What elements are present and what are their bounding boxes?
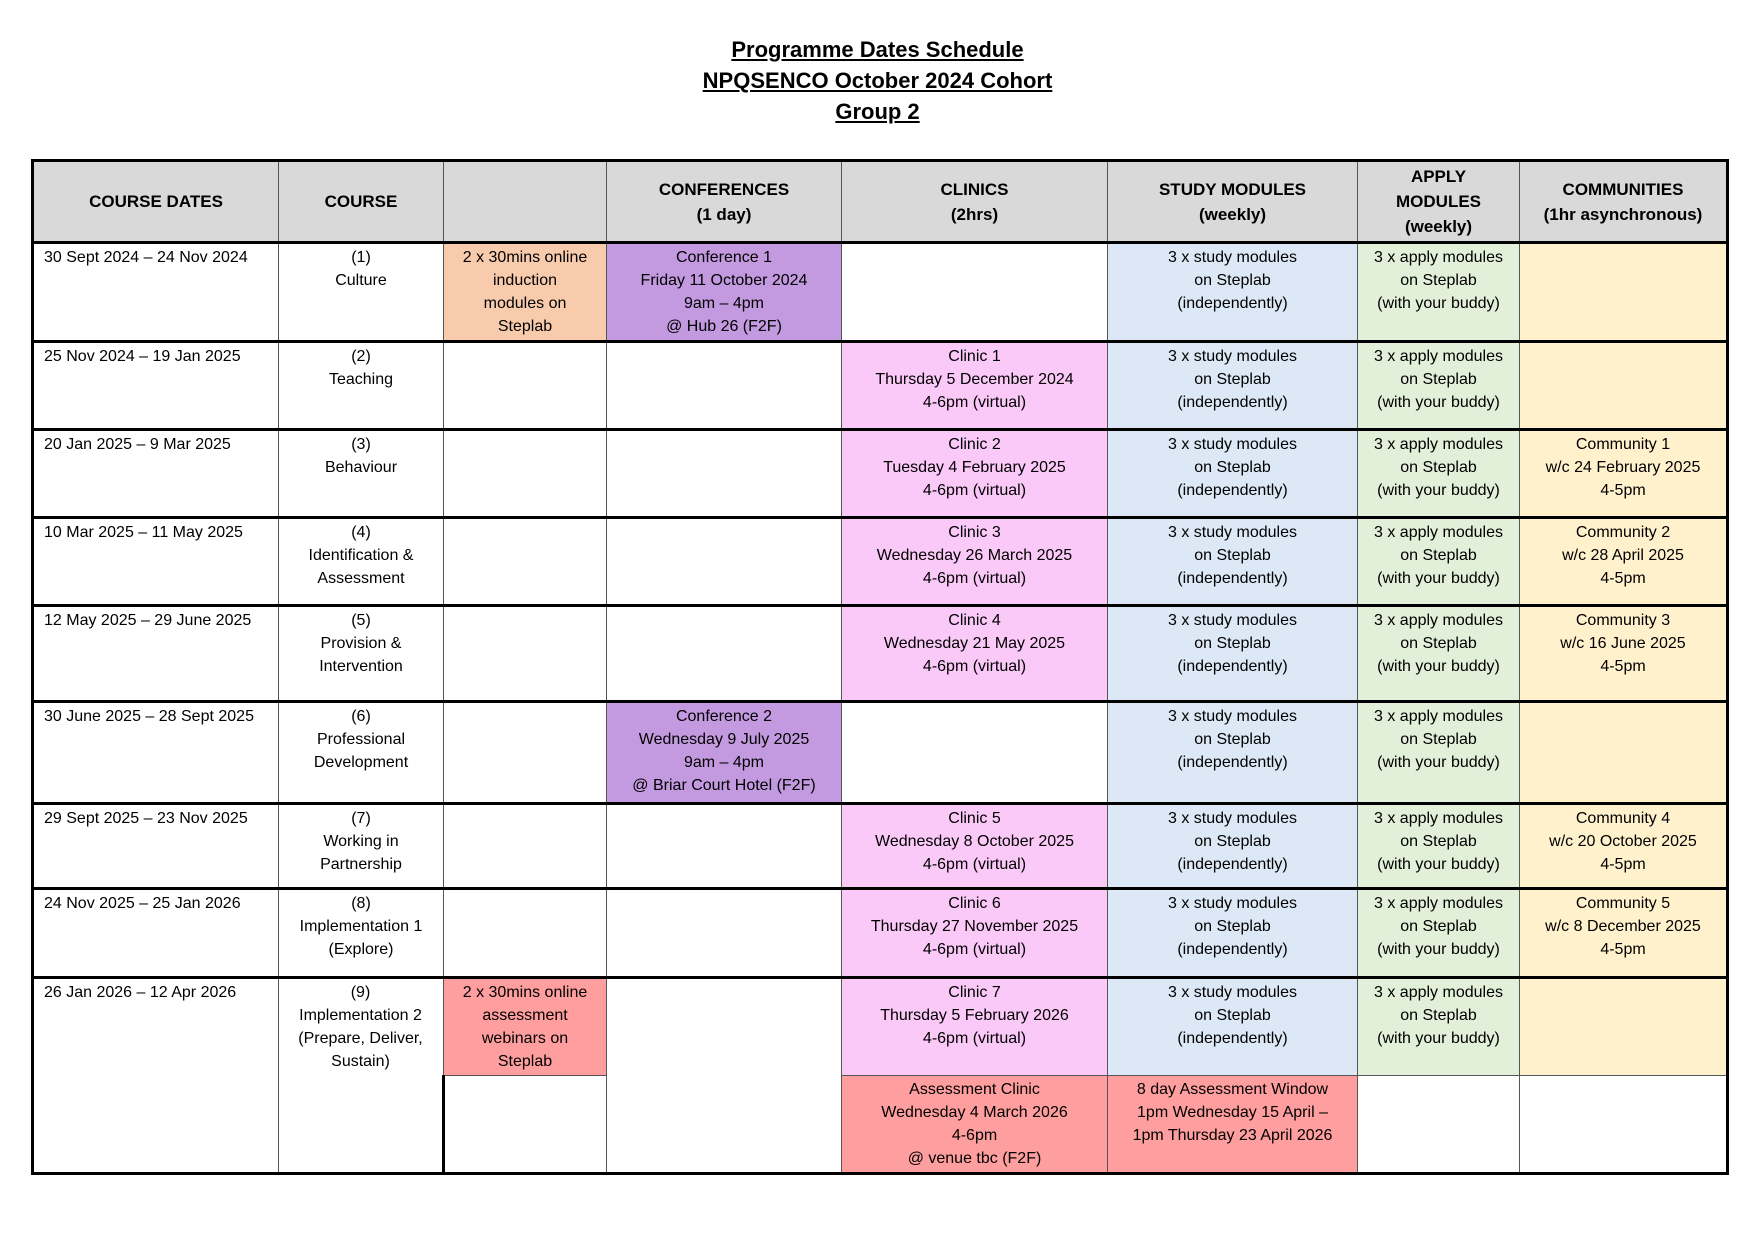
study-modules-cell xyxy=(1108,430,1358,518)
community-cell xyxy=(1520,518,1728,606)
course-cell-line: Development xyxy=(313,754,409,771)
assessment-webinars-cell-line: webinars on xyxy=(481,1030,569,1047)
course-cell xyxy=(279,518,444,606)
clinic-cell xyxy=(842,889,1108,978)
study-modules-cell xyxy=(1108,518,1358,606)
induction-cell-line: 2 x 30mins online xyxy=(462,249,588,266)
study-modules-cell-line: on Steplab xyxy=(1194,635,1271,652)
clinic-cell xyxy=(842,606,1108,702)
clinic-cell-line: Wednesday 8 October 2025 xyxy=(875,833,1074,850)
clinic-cell xyxy=(842,978,1108,1076)
course-cell xyxy=(279,606,444,702)
community-cell-line: 4-5pm xyxy=(1600,570,1646,587)
clinic-cell-line: Clinic 4 xyxy=(948,612,1001,629)
course-cell-line: Identification & xyxy=(308,547,414,564)
community-cell xyxy=(1520,978,1728,1076)
induction-cell xyxy=(444,430,607,518)
clinic-cell-line: Clinic 5 xyxy=(948,810,1001,827)
apply-modules-cell-line: on Steplab xyxy=(1400,547,1477,564)
apply-modules-cell-line: on Steplab xyxy=(1400,731,1477,748)
study-modules-cell-line: 3 x study modules xyxy=(1168,348,1297,365)
community-cell-line: Community 4 xyxy=(1575,810,1671,827)
assessment-window-cell xyxy=(1108,1076,1358,1174)
course-cell-line: Provision & xyxy=(320,635,402,652)
study-modules-cell-line: (independently) xyxy=(1177,658,1288,675)
course-cell-line: (8) xyxy=(351,895,371,912)
course-cell-line: (4) xyxy=(351,524,371,541)
header-communities: COMMUNITIES (1hr asynchronous) xyxy=(1520,161,1728,243)
conference-cell xyxy=(607,804,842,889)
induction-cell xyxy=(444,804,607,889)
community-cell-line: 4-5pm xyxy=(1600,482,1646,499)
conference-cell-line: Wednesday 9 July 2025 xyxy=(638,731,810,748)
apply-modules-cell-line: 3 x apply modules xyxy=(1374,895,1503,912)
table-row xyxy=(33,889,1728,978)
clinic-cell-line: Thursday 5 February 2026 xyxy=(880,1007,1069,1024)
study-modules-cell-line: 3 x study modules xyxy=(1168,436,1297,453)
table-row xyxy=(33,342,1728,430)
clinic-cell xyxy=(842,518,1108,606)
table-row xyxy=(33,978,1728,1076)
community-cell-line: w/c 28 April 2025 xyxy=(1562,547,1684,564)
course-cell xyxy=(279,804,444,889)
apply-modules-cell-line: (with your buddy) xyxy=(1377,754,1500,771)
study-modules-cell xyxy=(1108,342,1358,430)
induction-cell xyxy=(444,702,607,804)
course-dates-cell: 30 June 2025 – 28 Sept 2025 xyxy=(33,702,279,804)
study-modules-cell-line: (independently) xyxy=(1177,570,1288,587)
assessment-clinic-cell-line: Wednesday 4 March 2026 xyxy=(881,1104,1068,1121)
course-cell-line: Teaching xyxy=(328,371,394,388)
course-cell-line: Professional xyxy=(316,731,406,748)
induction-cell-line: Steplab xyxy=(497,318,553,335)
course-cell-line: Sustain) xyxy=(331,1053,390,1070)
apply-modules-cell xyxy=(1358,606,1520,702)
empty-cell xyxy=(1520,1076,1728,1174)
empty-cell xyxy=(1358,1076,1520,1174)
header-course: COURSE xyxy=(279,161,444,243)
course-cell xyxy=(279,342,444,430)
header-conferences: CONFERENCES (1 day) xyxy=(607,161,842,243)
apply-modules-cell xyxy=(1358,978,1520,1076)
title-line-2: NPQSENCO October 2024 Cohort xyxy=(702,68,1053,93)
apply-modules-cell xyxy=(1358,702,1520,804)
study-modules-cell-line: (independently) xyxy=(1177,482,1288,499)
course-dates-cell: 20 Jan 2025 – 9 Mar 2025 xyxy=(33,430,279,518)
clinic-cell-line: Thursday 5 December 2024 xyxy=(875,371,1074,388)
table-row xyxy=(33,804,1728,889)
course-cell-line: Behaviour xyxy=(324,459,398,476)
assessment-clinic-cell-line: 4-6pm xyxy=(951,1127,998,1144)
apply-modules-cell-line: (with your buddy) xyxy=(1377,295,1500,312)
community-cell-line: Community 3 xyxy=(1575,612,1671,629)
study-modules-cell-line: on Steplab xyxy=(1194,833,1271,850)
community-cell-line: w/c 16 June 2025 xyxy=(1560,635,1686,652)
course-cell-line: Implementation 2 xyxy=(299,1007,422,1024)
header-row xyxy=(33,161,1728,243)
induction-cell xyxy=(444,889,607,978)
schedule-body xyxy=(33,243,1728,1174)
assessment-window-cell-line: 1pm Thursday 23 April 2026 xyxy=(1132,1127,1333,1144)
apply-modules-cell-line: 3 x apply modules xyxy=(1374,612,1503,629)
clinic-cell xyxy=(842,804,1108,889)
apply-modules-cell xyxy=(1358,518,1520,606)
apply-modules-cell-line: 3 x apply modules xyxy=(1374,348,1503,365)
study-modules-cell-line: (independently) xyxy=(1177,754,1288,771)
conference-cell-line: 9am – 4pm xyxy=(683,295,765,312)
community-cell-line: 4-5pm xyxy=(1600,658,1646,675)
study-modules-cell-line: on Steplab xyxy=(1194,371,1271,388)
apply-modules-cell-line: on Steplab xyxy=(1400,371,1477,388)
course-cell xyxy=(279,889,444,978)
apply-modules-cell-line: (with your buddy) xyxy=(1377,394,1500,411)
header-blank xyxy=(444,161,607,243)
apply-modules-cell-line: on Steplab xyxy=(1400,459,1477,476)
empty-cell xyxy=(444,1076,607,1174)
conference-cell xyxy=(607,889,842,978)
study-modules-cell xyxy=(1108,978,1358,1076)
clinic-cell-line: Clinic 6 xyxy=(948,895,1001,912)
course-cell-line: (3) xyxy=(351,436,371,453)
course-cell xyxy=(279,978,444,1174)
study-modules-cell xyxy=(1108,889,1358,978)
study-modules-cell xyxy=(1108,606,1358,702)
clinic-cell-line: 4-6pm (virtual) xyxy=(922,658,1027,675)
clinic-cell-line: Wednesday 26 March 2025 xyxy=(876,547,1073,564)
clinic-cell-line: Clinic 7 xyxy=(948,984,1001,1001)
conference-cell-line: Conference 2 xyxy=(675,708,773,725)
community-cell xyxy=(1520,804,1728,889)
conference-cell xyxy=(607,606,842,702)
course-cell xyxy=(279,243,444,342)
apply-modules-cell-line: 3 x apply modules xyxy=(1374,984,1503,1001)
table-row xyxy=(33,518,1728,606)
apply-modules-cell-line: on Steplab xyxy=(1400,918,1477,935)
schedule-table xyxy=(31,159,1729,1175)
study-modules-cell xyxy=(1108,243,1358,342)
conference-cell xyxy=(607,518,842,606)
apply-modules-cell-line: on Steplab xyxy=(1400,635,1477,652)
table-row xyxy=(33,243,1728,342)
course-cell-line: Implementation 1 xyxy=(299,918,423,935)
study-modules-cell xyxy=(1108,702,1358,804)
study-modules-cell-line: (independently) xyxy=(1177,394,1288,411)
apply-modules-cell-line: on Steplab xyxy=(1400,833,1477,850)
apply-modules-cell xyxy=(1358,430,1520,518)
apply-modules-cell-line: (with your buddy) xyxy=(1377,482,1500,499)
community-cell xyxy=(1520,243,1728,342)
induction-cell xyxy=(444,243,607,342)
community-cell-line: Community 1 xyxy=(1575,436,1671,453)
clinic-cell-line: 4-6pm (virtual) xyxy=(922,856,1027,873)
apply-modules-cell xyxy=(1358,243,1520,342)
study-modules-cell xyxy=(1108,804,1358,889)
course-cell-line: Assessment xyxy=(317,570,405,587)
header-course-dates: COURSE DATES xyxy=(33,161,279,243)
apply-modules-cell xyxy=(1358,889,1520,978)
course-dates-cell: 30 Sept 2024 – 24 Nov 2024 xyxy=(33,243,279,342)
study-modules-cell-line: 3 x study modules xyxy=(1168,810,1297,827)
conference-cell xyxy=(607,243,842,342)
clinic-cell-line: Clinic 3 xyxy=(948,524,1001,541)
course-cell xyxy=(279,702,444,804)
apply-modules-cell-line: 3 x apply modules xyxy=(1374,524,1503,541)
clinic-cell-line: 4-6pm (virtual) xyxy=(922,941,1027,958)
course-dates-cell: 26 Jan 2026 – 12 Apr 2026 xyxy=(33,978,279,1174)
community-cell xyxy=(1520,342,1728,430)
induction-cell-line: modules on xyxy=(483,295,567,312)
study-modules-cell-line: 3 x study modules xyxy=(1168,708,1297,725)
study-modules-cell-line: (independently) xyxy=(1177,295,1288,312)
title-line-3: Group 2 xyxy=(835,99,920,124)
course-cell-line: (7) xyxy=(351,810,371,827)
conference-cell-line: Friday 11 October 2024 xyxy=(640,272,808,289)
study-modules-cell-line: 3 x study modules xyxy=(1168,612,1297,629)
course-dates-cell: 12 May 2025 – 29 June 2025 xyxy=(33,606,279,702)
table-row xyxy=(33,702,1728,804)
course-cell-line: (2) xyxy=(351,348,371,365)
study-modules-cell-line: 3 x study modules xyxy=(1168,249,1297,266)
study-modules-cell-line: 3 x study modules xyxy=(1168,984,1297,1001)
community-cell xyxy=(1520,430,1728,518)
clinic-cell-line: Tuesday 4 February 2025 xyxy=(883,459,1066,476)
course-cell-line: (1) xyxy=(351,249,371,266)
clinic-cell-line: 4-6pm (virtual) xyxy=(922,482,1027,499)
header-clinics: CLINICS (2hrs) xyxy=(842,161,1108,243)
course-cell-line: (Prepare, Deliver, xyxy=(298,1030,423,1047)
induction-cell xyxy=(444,518,607,606)
table-row xyxy=(33,430,1728,518)
assessment-window-cell-line: 1pm Wednesday 15 April – xyxy=(1137,1104,1328,1121)
clinic-cell xyxy=(842,430,1108,518)
course-cell-line: (Explore) xyxy=(328,941,394,958)
course-dates-cell: 10 Mar 2025 – 11 May 2025 xyxy=(33,518,279,606)
study-modules-cell-line: on Steplab xyxy=(1194,1007,1271,1024)
assessment-clinic-cell-line: Assessment Clinic xyxy=(909,1081,1040,1098)
assessment-webinars-cell-line: 2 x 30mins online xyxy=(462,984,588,1001)
conference-cell-line: @ Briar Court Hotel (F2F) xyxy=(632,777,816,794)
apply-modules-cell-line: (with your buddy) xyxy=(1377,941,1500,958)
study-modules-cell-line: 3 x study modules xyxy=(1168,895,1297,912)
study-modules-cell-line: (independently) xyxy=(1177,941,1288,958)
course-dates-cell: 29 Sept 2025 – 23 Nov 2025 xyxy=(33,804,279,889)
apply-modules-cell-line: (with your buddy) xyxy=(1377,658,1500,675)
study-modules-cell-line: 3 x study modules xyxy=(1168,524,1297,541)
study-modules-cell-line: on Steplab xyxy=(1194,731,1271,748)
conference-cell xyxy=(607,702,842,804)
apply-modules-cell-line: 3 x apply modules xyxy=(1374,810,1503,827)
conference-cell xyxy=(607,430,842,518)
conference-cell-line: 9am – 4pm xyxy=(683,754,765,771)
course-cell-line: (9) xyxy=(350,984,371,1001)
conference-cell xyxy=(607,342,842,430)
course-cell-line: Culture xyxy=(335,272,387,289)
apply-modules-cell-line: (with your buddy) xyxy=(1377,1030,1500,1047)
community-cell xyxy=(1520,889,1728,978)
clinic-cell-line: 4-6pm (virtual) xyxy=(922,570,1027,587)
community-cell-line: w/c 24 February 2025 xyxy=(1545,459,1701,476)
conference-cell-line: @ Hub 26 (F2F) xyxy=(666,318,782,335)
apply-modules-cell-line: 3 x apply modules xyxy=(1374,708,1503,725)
course-cell xyxy=(279,430,444,518)
header-apply-modules: APPLY MODULES (weekly) xyxy=(1358,161,1520,243)
table-row xyxy=(33,606,1728,702)
assessment-webinars-cell-line: assessment xyxy=(482,1007,568,1024)
community-cell xyxy=(1520,702,1728,804)
study-modules-cell-line: on Steplab xyxy=(1194,918,1271,935)
clinic-cell-line: Wednesday 21 May 2025 xyxy=(883,635,1066,652)
clinic-cell-line: Clinic 2 xyxy=(948,436,1001,453)
course-cell-line: Intervention xyxy=(319,658,403,675)
induction-cell xyxy=(444,342,607,430)
clinic-cell-line: 4-6pm (virtual) xyxy=(922,394,1027,411)
course-cell-line: (5) xyxy=(351,612,371,629)
assessment-clinic-cell xyxy=(842,1076,1108,1174)
clinic-cell-line: Clinic 1 xyxy=(948,348,1001,365)
conference-cell-line: Conference 1 xyxy=(675,249,773,266)
apply-modules-cell-line: 3 x apply modules xyxy=(1374,249,1503,266)
course-dates-cell: 25 Nov 2024 – 19 Jan 2025 xyxy=(33,342,279,430)
induction-cell xyxy=(444,606,607,702)
community-cell-line: 4-5pm xyxy=(1600,856,1646,873)
document-title xyxy=(0,34,1755,127)
course-dates-cell: 24 Nov 2025 – 25 Jan 2026 xyxy=(33,889,279,978)
apply-modules-cell-line: on Steplab xyxy=(1400,272,1477,289)
community-cell-line: Community 2 xyxy=(1575,524,1671,541)
study-modules-cell-line: (independently) xyxy=(1177,856,1288,873)
community-cell-line: w/c 8 December 2025 xyxy=(1545,918,1701,935)
clinic-cell xyxy=(842,342,1108,430)
clinic-cell-line: Thursday 27 November 2025 xyxy=(870,918,1079,935)
study-modules-cell-line: on Steplab xyxy=(1194,272,1271,289)
assessment-window-cell-line: 8 day Assessment Window xyxy=(1136,1081,1329,1098)
assessment-webinars-cell xyxy=(444,978,607,1076)
study-modules-cell-line: (independently) xyxy=(1177,1030,1288,1047)
course-cell-line: (6) xyxy=(351,708,371,725)
clinic-cell xyxy=(842,243,1108,342)
community-cell-line: 4-5pm xyxy=(1600,941,1646,958)
assessment-webinars-cell-line: Steplab xyxy=(497,1053,553,1070)
title-line-1: Programme Dates Schedule xyxy=(731,37,1024,62)
community-cell xyxy=(1520,606,1728,702)
apply-modules-cell-line: 3 x apply modules xyxy=(1374,436,1503,453)
header-study-modules: STUDY MODULES (weekly) xyxy=(1108,161,1358,243)
clinic-cell xyxy=(842,702,1108,804)
apply-modules-cell xyxy=(1358,342,1520,430)
assessment-clinic-cell-line: @ venue tbc (F2F) xyxy=(907,1150,1042,1167)
study-modules-cell-line: on Steplab xyxy=(1194,547,1271,564)
study-modules-cell-line: on Steplab xyxy=(1194,459,1271,476)
apply-modules-cell-line: (with your buddy) xyxy=(1377,570,1500,587)
apply-modules-cell-line: on Steplab xyxy=(1400,1007,1477,1024)
community-cell-line: Community 5 xyxy=(1575,895,1671,912)
induction-cell-line: induction xyxy=(492,272,558,289)
conference-cell xyxy=(607,978,842,1174)
clinic-cell-line: 4-6pm (virtual) xyxy=(922,1030,1027,1047)
apply-modules-cell-line: (with your buddy) xyxy=(1377,856,1500,873)
course-cell-line: Working in xyxy=(323,833,399,850)
course-cell-line: Partnership xyxy=(320,856,402,873)
apply-modules-cell xyxy=(1358,804,1520,889)
community-cell-line: w/c 20 October 2025 xyxy=(1549,833,1697,850)
